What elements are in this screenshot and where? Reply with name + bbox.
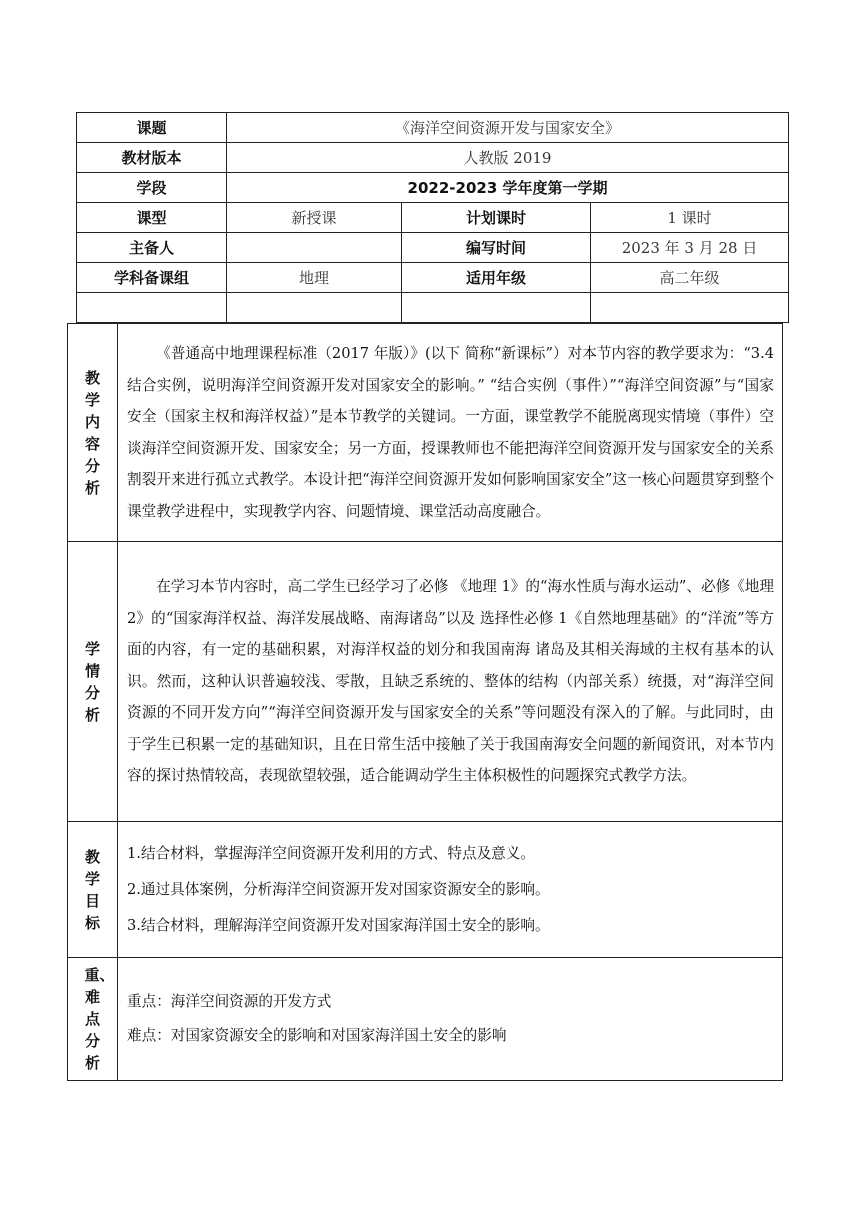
planned-hours-value: 1 课时 xyxy=(591,203,789,233)
term-value: 2022-2023 学年度第一学期 xyxy=(227,173,789,203)
student-analysis-text: 在学习本节内容时，高二学生已经学习了必修 《地理 1》的“海水性质与海水运动”、必修《地理 2》的“国家海洋权益、海洋发展战略、南海诸岛”以及 选择性必修 1《自然地理基础》的“洋流”等方面的内容，有一定的基础积累，对海洋权益的划分和我国南海 诸岛及其相关海域的主权有基本的认识。然而，这种认识普遍较浅、零散，且缺乏系统的、整体的结构（内部关系）统摄，对“海洋空间资源的不同开发方向”“海洋空间资源开发与国家安全的关系”等问题没有深入的了解。与此同时，由于学生已积累一定的基础知识，且在日常生活中接触了关于我国南海安全问题的新闻资讯，对本节内容的探讨热情较高，表现欲望较强，适合能调动学生主体积极性的问题探究式教学方法。 xyxy=(127,578,774,785)
lesson-info-table xyxy=(76,112,789,323)
key-points-cell xyxy=(118,958,783,1081)
empty-cell xyxy=(591,293,789,323)
objective-item: 3.结合材料，理解海洋空间资源开发对国家海洋国土安全的影响。 xyxy=(127,916,550,934)
student-analysis-cell xyxy=(118,542,783,822)
written-date-label: 编写时间 xyxy=(402,233,591,263)
planned-hours-label: 计划课时 xyxy=(402,203,591,233)
info-row-preparer xyxy=(77,233,789,263)
term-label: 学段 xyxy=(77,173,227,203)
topic-label: 课题 xyxy=(77,113,227,143)
info-row-group xyxy=(77,263,789,293)
written-date-value: 2023 年 3 月 28 日 xyxy=(591,233,789,263)
content-analysis-text: 《普通高中地理课程标准（2017 年版）》(以下 简称“新课标”）对本节内容的教学要求为：“3.4 结合实例，说明海洋空间资源开发对国家安全的影响。” “结合实例（事件）”“海洋空间资源”与“国家安全（国家主权和海洋权益）”是本节教学的关键词。一方面，课堂教学不能脱离现实情境（事件）空谈海洋空间资源开发、国家安全；另一方面，授课教师也不能把海洋空间资源开发与国家安全的关系割裂开来进行孤立式教学。本设计把“海洋空间资源开发如何影响国家安全”这一核心问题贯穿到整个课堂教学进程中，实现教学内容、问题情境、课堂活动高度融合。 xyxy=(127,345,774,520)
objectives-cell xyxy=(118,822,783,958)
objective-item: 2.通过具体案例，分析海洋空间资源开发对国家资源安全的影响。 xyxy=(127,880,550,898)
preparer-value xyxy=(227,233,402,263)
objective-item: 1.结合材料，掌握海洋空间资源开发利用的方式、特点及意义。 xyxy=(127,844,535,862)
content-analysis-cell xyxy=(118,324,783,542)
grade-label: 适用年级 xyxy=(402,263,591,293)
empty-cell xyxy=(227,293,402,323)
analysis-table xyxy=(67,323,783,1081)
textbook-value: 人教版 2019 xyxy=(227,143,789,173)
empty-cell xyxy=(402,293,591,323)
grade-value: 高二年级 xyxy=(591,263,789,293)
lesson-type-label: 课型 xyxy=(77,203,227,233)
subject-group-label: 学科备课组 xyxy=(77,263,227,293)
key-points-label: 重、难点分析 xyxy=(68,958,118,1081)
textbook-label: 教材版本 xyxy=(77,143,227,173)
topic-value: 《海洋空间资源开发与国家安全》 xyxy=(227,113,789,143)
objectives-row xyxy=(68,822,783,958)
content-analysis-row xyxy=(68,324,783,542)
objectives-label: 教学目标 xyxy=(68,822,118,958)
info-row-term xyxy=(77,173,789,203)
empty-cell xyxy=(77,293,227,323)
info-row-textbook xyxy=(77,143,789,173)
student-analysis-row xyxy=(68,542,783,822)
info-row-topic xyxy=(77,113,789,143)
info-row-empty xyxy=(77,293,789,323)
lesson-type-value: 新授课 xyxy=(227,203,402,233)
preparer-label: 主备人 xyxy=(77,233,227,263)
subject-group-value: 地理 xyxy=(227,263,402,293)
key-points-row xyxy=(68,958,783,1081)
difficulty-text: 难点：对国家资源安全的影响和对国家海洋国土安全的影响 xyxy=(127,1027,507,1044)
info-row-type xyxy=(77,203,789,233)
content-analysis-label: 教学内容分析 xyxy=(68,324,118,542)
student-analysis-label: 学情分析 xyxy=(68,542,118,822)
focus-text: 重点：海洋空间资源的开发方式 xyxy=(127,993,332,1010)
